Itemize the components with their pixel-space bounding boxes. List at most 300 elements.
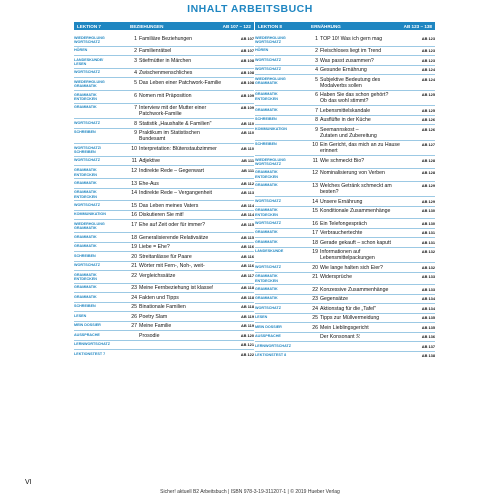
lektion-label: LEKTION 8	[258, 23, 282, 29]
page-ref: AB 135	[421, 315, 435, 321]
entry-number: 20	[312, 264, 318, 271]
lektion-7-column	[74, 22, 254, 359]
skill-tag: GRAMMATIK ENTDECKEN	[74, 272, 97, 282]
toc-entry	[255, 237, 435, 247]
toc-entry	[255, 262, 435, 272]
entry-number: 24	[131, 294, 137, 301]
entry-number: 12	[131, 167, 137, 174]
lektion-pages: AB 107 – 122	[222, 23, 251, 29]
page-ref: AB 114	[241, 202, 254, 208]
entry-title: Ehe auf Zeit oder für immer?	[139, 221, 206, 228]
entry-number: 16	[312, 220, 318, 227]
entry-title: Wörter mit Fern-, Noh-, weit-	[139, 263, 205, 269]
entry-title: Diskutieren Sie mit!	[139, 212, 184, 219]
entry-title: Indirekte Rede – Vergangenheit	[139, 190, 212, 197]
page-ref: AB 120	[240, 332, 254, 338]
entry-title: Mein Lieblingsgericht	[320, 324, 369, 331]
toc-entry	[255, 247, 435, 263]
entry-title: Stiefmütter in Märchen	[139, 57, 192, 64]
page-ref: AB 133	[421, 286, 435, 292]
skill-tag: WIEDERHOLUNG GRAMMATIK	[74, 79, 105, 89]
page-ref: AB 124	[421, 67, 435, 73]
skill-tag: SCHREIBEN	[255, 142, 277, 147]
footer-imprint: Sicher! aktuell B2 Arbeitsbuch | ISBN 978-3-19-311207-1 | © 2019 Hueber Verlag	[160, 489, 340, 495]
skill-tag: GRAMMATIK ENTDECKEN	[74, 92, 97, 102]
entry-number: 12	[312, 170, 318, 177]
lektion-8-column	[255, 22, 435, 360]
page-ref: AB 107	[240, 35, 254, 41]
page-ref: AB 118	[241, 304, 254, 310]
skill-tag: LERNWORTSCHATZ	[255, 343, 291, 348]
toc-entry	[74, 156, 254, 166]
entry-title: Informationen auf Lebensmittelpackungen	[320, 249, 375, 262]
toc-entry	[255, 105, 435, 115]
entry-title: Ausflüfte in der Küche	[320, 117, 371, 124]
toc-entry	[255, 272, 435, 285]
page-ref: AB 108	[240, 79, 254, 85]
entry-number: 6	[315, 92, 318, 99]
page-ref: AB 124	[421, 76, 435, 82]
entry-title: Nomen mit Präposition	[139, 92, 192, 99]
page-ref: AB 113	[241, 190, 254, 196]
page-ref: AB 132	[421, 249, 435, 255]
skill-tag: WIEDERHOLUNG WORTSCHATZ	[74, 35, 105, 45]
entry-number: 26	[312, 324, 318, 331]
skill-tag: WORTSCHATZ	[255, 220, 281, 225]
entry-title: Unsere Ernährung	[320, 198, 363, 205]
page-ref: AB 109	[240, 92, 254, 98]
skill-tag: WORTSCHATZ	[74, 158, 100, 163]
page-title: INHALT ARBEITSBUCH	[187, 3, 313, 15]
page-ref: AB 138	[421, 353, 435, 359]
entry-number: 17	[131, 221, 137, 228]
page-ref: AB 118	[241, 294, 254, 300]
skill-tag: GRAMMATIK	[255, 107, 278, 112]
skill-tag: GRAMMATIK	[74, 244, 97, 248]
entry-number: 11	[312, 157, 318, 164]
entry-number: 10	[312, 142, 318, 149]
skill-tag: GRAMMATIK	[255, 286, 278, 291]
skill-tag: AUSSPRACHE	[255, 334, 281, 339]
lektion-label: LEKTION 7	[77, 23, 101, 29]
entry-number: 18	[131, 234, 137, 241]
entry-title: Statistik „Haushalte & Familien"	[139, 120, 212, 127]
entry-title: Was passt zusammen?	[320, 57, 374, 64]
skill-tag: GRAMMATIK ENTDECKEN	[255, 92, 278, 101]
entry-number: 3	[134, 57, 137, 64]
toc-entry	[74, 283, 254, 293]
entry-number: 25	[312, 315, 318, 322]
toc-entry	[255, 218, 435, 228]
toc-entry	[255, 74, 435, 90]
page-ref: AB 115	[241, 234, 254, 240]
toc-entry	[74, 34, 254, 46]
skill-tag: WORTSCHATZ/ SCHREIBEN	[74, 145, 101, 155]
page-ref: AB 134	[421, 296, 435, 302]
entry-title: Wie lange halten sich Eier?	[320, 264, 383, 271]
skill-tag: GRAMMATIK ENTDECKEN	[255, 170, 278, 179]
toc-entry	[255, 115, 435, 125]
toc-entry	[255, 351, 435, 361]
skill-tag: GRAMMATIK ENTDECKEN	[255, 274, 278, 283]
entry-number: 9	[315, 126, 318, 133]
toc-entry	[74, 251, 254, 261]
skill-tag: MEIN DOSSIER	[255, 324, 282, 329]
page-ref: AB 136	[421, 334, 435, 340]
page-ref: AB 110	[241, 120, 254, 126]
page-ref: AB 129	[421, 183, 435, 189]
toc-entry	[74, 200, 254, 210]
entry-number: 20	[131, 253, 137, 260]
toc-entry	[74, 261, 254, 271]
skill-tag: LANDESKUNDE	[255, 249, 284, 254]
entry-number: 16	[131, 212, 137, 219]
skill-tag: GRAMMATIK ENTDECKEN	[74, 190, 97, 199]
toc-entry	[74, 188, 254, 201]
page-ref: AB 118	[241, 285, 254, 291]
toc-entry	[74, 270, 254, 283]
skill-tag: WIEDERHOLUNG GRAMMATIK	[74, 221, 105, 231]
skill-tag: WORTSCHATZ	[255, 198, 281, 203]
entry-title: Der Konsonant ℛ	[320, 334, 361, 341]
entry-title: Aktionstag für die „Tafel"	[320, 305, 377, 312]
skill-tag: LANDESKUNDE/ LESEN	[74, 57, 104, 67]
page-ref: AB 108	[240, 57, 254, 63]
skill-tag: LEKTIONSTEST 8	[255, 353, 287, 358]
skill-tag: GRAMMATIK	[74, 285, 97, 290]
entry-number: 1	[134, 35, 137, 42]
entry-title: Liebe = Ehe?	[139, 244, 170, 250]
entry-number: 25	[131, 304, 137, 311]
entry-title: Tipps zur Müllvermeidung	[320, 315, 380, 322]
toc-entry	[74, 103, 254, 119]
page-ref: AB 128	[421, 157, 435, 163]
entry-title: Ein Telefongespräch	[320, 220, 367, 227]
entry-number: 6	[134, 92, 137, 99]
entry-title: Interview mit der Mutter einer Patchwork-Familie	[139, 105, 207, 118]
toc-entry	[74, 349, 254, 359]
skill-tag: LEKTIONSTEST 7	[74, 351, 106, 356]
skill-tag: GRAMMATIK	[74, 294, 97, 299]
toc-entry	[255, 303, 435, 313]
toc-entry	[74, 321, 254, 331]
page-ref: AB 126	[421, 126, 435, 132]
toc-entry	[255, 34, 435, 46]
entry-title: Meine Familie	[139, 323, 172, 330]
entry-title: Interpretation: Blütenstaubzimmer	[139, 145, 217, 152]
page-ref: AB 108	[240, 70, 254, 76]
entry-number: 7	[315, 107, 318, 114]
toc-entry	[74, 90, 254, 103]
toc-entry	[255, 284, 435, 294]
skill-tag: SCHREIBEN	[74, 130, 96, 135]
skill-tag: KOMMUNIKATION	[255, 126, 287, 131]
entry-number: 11	[131, 158, 137, 165]
toc-entry	[255, 55, 435, 65]
skill-tag: WORTSCHATZ	[74, 263, 100, 267]
toc-entry	[74, 302, 254, 312]
skill-tag: AUSSPRACHE	[74, 332, 100, 337]
entry-number: 27	[131, 323, 137, 330]
entry-number: 9	[134, 130, 137, 137]
entry-title: Das Leben meines Vaters	[139, 202, 199, 209]
skill-tag: GRAMMATIK ENTDECKEN	[74, 167, 97, 177]
page-ref: AB 123	[421, 35, 435, 41]
lektion-7-rows	[74, 34, 254, 359]
entry-title: Subjektive Bedeutung des Modalverbs sollen	[320, 76, 381, 89]
toc-entry	[74, 46, 254, 56]
toc-entry	[74, 232, 254, 242]
page-ref: AB 126	[421, 117, 435, 123]
toc-entry	[74, 210, 254, 220]
entry-title: Adjektive	[139, 158, 161, 165]
entry-number: 7	[134, 105, 137, 112]
page-ref: AB 122	[240, 351, 254, 357]
entry-title: Praktikum im Statistischen Bundesamt	[139, 130, 200, 143]
toc-entry	[255, 341, 435, 351]
page-ref: AB 111	[241, 167, 254, 173]
page-ref: AB 130	[421, 208, 435, 214]
skill-tag: SCHREIBEN	[74, 253, 96, 258]
toc-entry	[255, 46, 435, 56]
entry-number: 5	[315, 76, 318, 83]
toc-entry	[255, 181, 435, 197]
entry-number: 5	[134, 79, 137, 86]
toc-entry	[255, 332, 435, 342]
entry-number: 21	[131, 263, 137, 269]
entry-title: Familienrätsel	[139, 48, 172, 55]
entry-title: Binationale Familien	[139, 304, 186, 311]
entry-number: 18	[312, 239, 318, 246]
toc-entry	[74, 292, 254, 302]
entry-title: Verbrauchertechte	[320, 230, 363, 237]
lektion-topic: ERNÄHRUNG	[311, 23, 341, 29]
entry-number: 26	[131, 313, 137, 320]
toc-entry	[255, 228, 435, 238]
skill-tag: MEIN DOSSIER	[74, 323, 101, 328]
entry-number: 14	[131, 190, 137, 197]
entry-title: Indirekte Rede – Gegenwart	[139, 167, 204, 174]
toc-entry	[255, 140, 435, 156]
page-ref: AB 123	[421, 48, 435, 54]
skill-tag: LESEN	[255, 315, 268, 320]
toc-entry	[74, 68, 254, 78]
skill-tag: KOMMUNIKATION	[74, 212, 106, 217]
lektion-8-rows	[255, 34, 435, 360]
page-ref: AB 125	[421, 107, 435, 113]
entry-title: Gesunde Ernährung	[320, 67, 367, 74]
toc-entry	[255, 196, 435, 206]
page-ref: AB 109	[240, 105, 254, 111]
entry-title: Ehe-Aus	[139, 180, 159, 187]
entry-number: 8	[315, 117, 318, 124]
toc-entry	[74, 118, 254, 128]
skill-tag: LERNWORTSCHATZ	[74, 342, 110, 347]
skill-tag: GRAMMATIK	[74, 180, 97, 185]
entry-number: 2	[315, 48, 318, 55]
page-ref: AB 133	[421, 274, 435, 280]
page-ref: AB 137	[421, 343, 435, 349]
skill-tag: WORTSCHATZ	[255, 67, 281, 72]
entry-number: 10	[131, 145, 137, 152]
entry-number: 17	[312, 230, 318, 237]
entry-number: 22	[131, 272, 137, 279]
entry-number: 24	[312, 305, 318, 312]
toc-entry	[74, 178, 254, 188]
toc-entry	[74, 128, 254, 144]
entry-title: Vergleichssätze	[139, 272, 176, 279]
skill-tag: GRAMMATIK ENTDECKEN	[255, 208, 278, 217]
skill-tag: HÖREN	[255, 48, 269, 53]
toc-entry	[74, 311, 254, 321]
page-ref: AB 134	[421, 305, 435, 311]
entry-number: 15	[312, 208, 318, 215]
entry-number: 23	[312, 296, 318, 303]
toc-entry	[74, 340, 254, 350]
entry-title: Konditionale Zusammenhänge	[320, 208, 391, 215]
entry-title: Ein Gericht, das mich an zu Hause erinnert	[320, 142, 400, 155]
entry-number: 19	[312, 249, 318, 256]
page-ref: AB 131	[421, 230, 435, 236]
page-ref: AB 112	[241, 180, 254, 186]
toc-entry	[255, 206, 435, 219]
toc-entry	[74, 242, 254, 252]
toc-entry	[74, 219, 254, 232]
entry-title: Konzessive Zusammenhänge	[320, 286, 389, 293]
toc-entry	[255, 294, 435, 304]
skill-tag: GRAMMATIK	[74, 234, 97, 239]
entry-number: 3	[315, 57, 318, 64]
page-ref: AB 116	[241, 253, 254, 259]
page-ref: AB 114	[241, 212, 254, 218]
page-ref: AB 125	[421, 92, 435, 98]
entry-title: Haben Sie das schon gehört? Ob das wohl stimmt?	[320, 92, 389, 105]
page-ref: AB 107	[240, 48, 254, 54]
entry-number: 8	[134, 120, 137, 127]
skill-tag: WIEDERHOLUNG GRAMMATIK	[255, 76, 286, 86]
entry-title: TOP 10! Was ich gern mag	[320, 35, 383, 42]
skill-tag: WORTSCHATZ	[255, 264, 281, 269]
toc-entry	[255, 155, 435, 168]
toc-entry	[255, 322, 435, 332]
skill-tag: WORTSCHATZ	[74, 202, 100, 207]
lektion-topic: BEZIEHUNGEN	[130, 23, 164, 29]
entry-title: Gerade gekauft – schon kaputt	[320, 239, 391, 246]
entry-title: Generalisierende Relativsätze	[139, 234, 209, 241]
skill-tag: GRAMMATIK	[255, 183, 278, 188]
entry-number: 2	[134, 48, 137, 55]
page-ref: AB 127	[421, 142, 435, 148]
entry-title: Fakten und Tipps	[139, 294, 179, 301]
page-ref: AB 119	[241, 313, 254, 319]
toc-entry	[255, 124, 435, 140]
skill-tag: WORTSCHATZ	[74, 120, 100, 125]
toc-entry	[255, 168, 435, 181]
page-ref: AB 121	[240, 342, 254, 348]
entry-number: 21	[312, 274, 318, 281]
entry-title: Meine Fernbeziehung ist klasse!	[139, 285, 214, 292]
entry-title: Wie schmeckt Bio?	[320, 157, 365, 164]
entry-number: 4	[315, 67, 318, 74]
skill-tag: WORTSCHATZ	[255, 57, 281, 62]
toc-entry	[74, 143, 254, 156]
skill-tag: GRAMMATIK	[255, 296, 278, 301]
entry-title: Lebensmittelskandale	[320, 107, 371, 114]
toc-entry	[74, 330, 254, 340]
skill-tag: LESEN	[74, 313, 87, 318]
toc-entry	[255, 90, 435, 106]
page-ref: AB 135	[421, 324, 435, 330]
lektion-7-header	[74, 22, 254, 30]
page-ref: AB 110	[241, 130, 254, 136]
lektion-8-header	[255, 22, 435, 30]
page-ref: AB 115	[241, 221, 254, 227]
lektion-pages: AB 123 – 138	[403, 23, 432, 29]
entry-title: Zwischenmenschliches	[139, 70, 193, 77]
skill-tag: WIEDERHOLUNG WORTSCHATZ	[255, 35, 286, 45]
toc-entry	[74, 165, 254, 178]
toc-entry	[74, 55, 254, 68]
skill-tag: SCHREIBEN	[255, 117, 277, 122]
entry-number: 19	[131, 244, 137, 250]
entry-title: Seemannskost – Zutaten und Zubereitung	[320, 126, 377, 139]
entry-number: 14	[312, 198, 318, 205]
skill-tag: GRAMMATIK	[255, 230, 278, 235]
page-ref: AB 130	[421, 220, 435, 226]
page-ref: AB 110	[241, 145, 254, 151]
entry-number: 13	[312, 183, 318, 190]
page-ref: AB 116	[241, 263, 254, 268]
entry-number: 4	[134, 70, 137, 77]
entry-title: Widersprüche	[320, 274, 353, 281]
page-ref: AB 111	[241, 158, 254, 164]
entry-title: Welches Getränk schmeckt am besten?	[320, 183, 392, 196]
skill-tag: GRAMMATIK	[74, 105, 97, 110]
entry-number: 15	[131, 202, 137, 209]
entry-title: Das Leben einer Patchwork-Familie	[139, 79, 222, 86]
skill-tag: WORTSCHATZ	[74, 70, 100, 75]
toc-entry	[255, 313, 435, 323]
skill-tag: WORTSCHATZ	[255, 305, 281, 310]
entry-number: 23	[131, 285, 137, 292]
page-ref: AB 119	[241, 323, 254, 329]
page-ref: AB 131	[421, 239, 435, 245]
skill-tag: GRAMMATIK	[255, 239, 278, 244]
toc-entry	[255, 65, 435, 75]
page-ref: AB 129	[421, 198, 435, 204]
entry-title: Poetry Slam	[139, 313, 168, 320]
page-ref: AB 123	[421, 57, 435, 63]
entry-title: Gegensätze	[320, 296, 348, 303]
page-ref: AB 132	[421, 264, 435, 270]
skill-tag: HÖREN	[74, 48, 88, 53]
entry-title: Fleischloses liegt im Trend	[320, 48, 382, 55]
page-ref: AB 117	[241, 272, 254, 278]
toc-entry	[74, 77, 254, 90]
page-number: VI	[25, 479, 32, 486]
skill-tag: WIEDERHOLUNG WORTSCHATZ	[255, 157, 286, 167]
skill-tag: SCHREIBEN	[74, 304, 96, 309]
entry-number: 13	[131, 180, 137, 187]
entry-title: Nominalisierung von Verben	[320, 170, 385, 177]
entry-title: Streitanlässe für Paare	[139, 253, 192, 260]
entry-number: 22	[312, 286, 318, 293]
page-ref: AB 128	[421, 170, 435, 176]
entry-title: Prosodie	[139, 332, 160, 339]
page-ref: AB 116	[241, 244, 254, 249]
entry-number: 1	[315, 35, 318, 42]
entry-title: Familiäre Beziehungen	[139, 35, 193, 42]
